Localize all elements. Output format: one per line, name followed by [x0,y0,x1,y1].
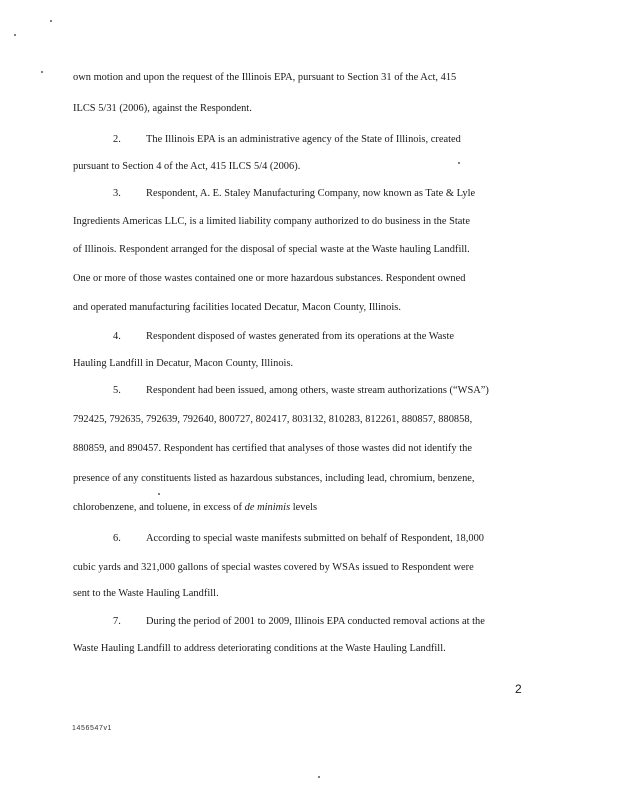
italic-term: de minimis [244,502,291,513]
paragraph-number: 7. [113,616,121,627]
document-id-footer: 1456547v1 [72,725,113,732]
scan-speck [50,20,52,22]
scan-speck [318,776,320,778]
body-line: Respondent disposed of wastes generated from its operations at the Waste [146,331,455,342]
paragraph-number: 4. [113,331,121,342]
scan-speck [41,71,43,73]
body-line: Ingredients Americas LLC, is a limited liability company authorized to do business in the State [73,216,470,227]
body-line: ILCS 5/31 (2006), against the Respondent. [73,103,252,114]
body-line [73,502,317,514]
body-line: and operated manufacturing facilities located Decatur, Macon County, Illinois. [73,302,401,313]
body-line: Hauling Landfill in Decatur, Macon County, Illinois. [73,358,294,369]
body-line: 792425, 792635, 792639, 792640, 800727, 802417, 803132, 810283, 812261, 880857, 880858, [73,414,473,425]
page-number: 2 [515,682,522,696]
body-line: One or more of those wastes contained one or more hazardous substances. Respondent owned [73,273,466,284]
scan-speck [458,162,460,164]
body-line: Respondent had been issued, among others, waste stream authorizations (“WSA”) [146,385,489,396]
body-line: Respondent, A. E. Staley Manufacturing Company, now known as Tate & Lyle [146,188,476,199]
paragraph-number: 6. [113,533,121,544]
body-line: presence of any constituents listed as hazardous substances, including lead, chromium, benzene, [73,473,475,484]
body-line: During the period of 2001 to 2009, Illinois EPA conducted removal actions at the [146,616,485,627]
body-line: The Illinois EPA is an administrative agency of the State of Illinois, created [146,134,461,145]
body-line: Waste Hauling Landfill to address deteriorating conditions at the Waste Hauling Landfill. [73,643,446,654]
paragraph-number: 2. [113,134,121,145]
body-line: According to special waste manifests submitted on behalf of Respondent, 18,000 [146,533,485,544]
body-line: sent to the Waste Hauling Landfill. [73,588,219,599]
body-text: chlorobenzene, and toluene, in excess of [73,502,245,513]
paragraph-number: 3. [113,188,121,199]
body-line: 880859, and 890457. Respondent has certified that analyses of those wastes did not identify the [73,443,472,454]
paragraph-number: 5. [113,385,121,396]
body-line: of Illinois. Respondent arranged for the disposal of special waste at the Waste hauling Landfill. [73,244,470,255]
body-line: pursuant to Section 4 of the Act, 415 ILCS 5/4 (2006). [73,161,301,172]
scan-speck [14,34,16,36]
body-text: levels [290,502,318,513]
body-line: own motion and upon the request of the Illinois EPA, pursuant to Section 31 of the Act, 415 [73,72,457,83]
body-line: cubic yards and 321,000 gallons of special wastes covered by WSAs issued to Respondent were [73,562,474,573]
scan-speck [158,493,160,495]
